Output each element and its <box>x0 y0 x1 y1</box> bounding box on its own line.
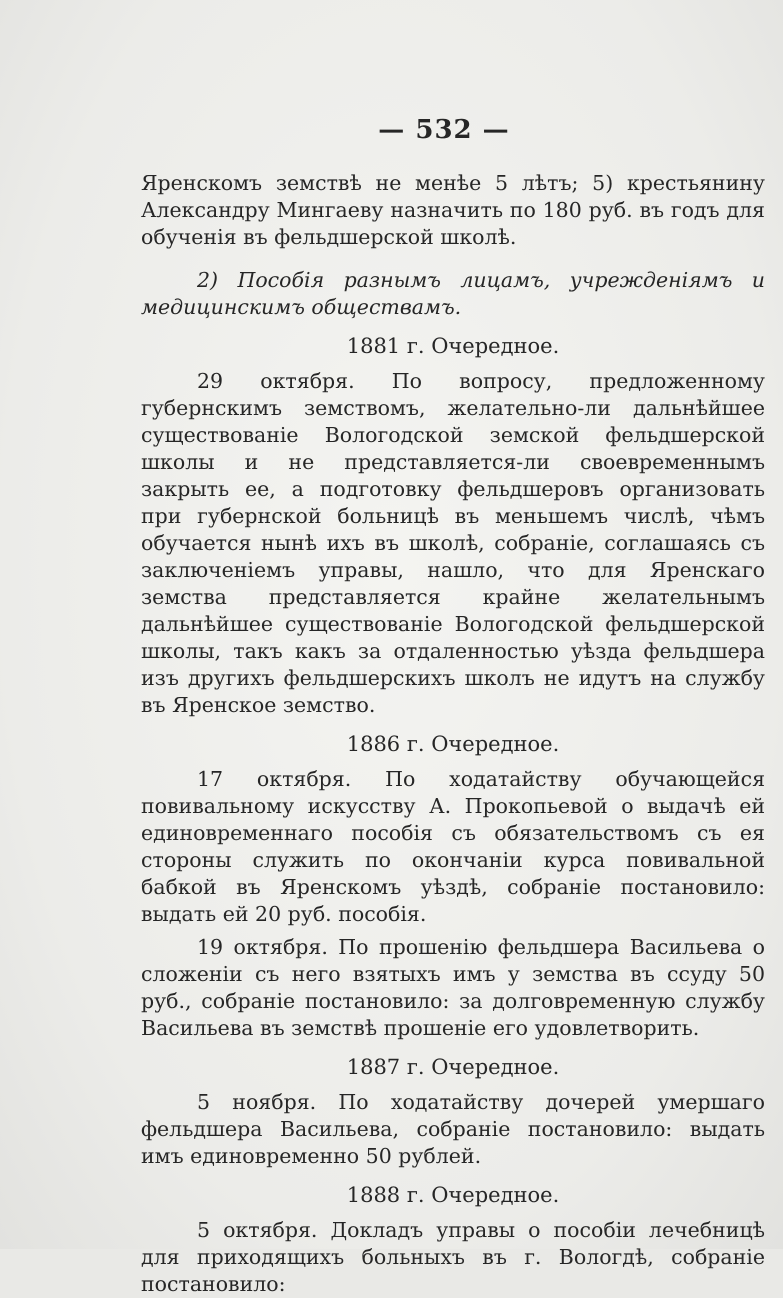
page-number: — 532 — <box>378 115 510 145</box>
entry-paragraph: 17 октября. По ходатайству обучающейся повивальному искусству А. Прокопьевой о выдачѣ ей единовременнаго пособія съ обязательствомъ съ ея стороны служить по окончаніи курса повивальной бабкой въ Яренскомъ уѣздѣ, собраніе постановило: выдать ей 20 руб. пособія. <box>141 767 765 926</box>
entry-1887 <box>141 1054 765 1170</box>
entry-1881 <box>141 333 765 719</box>
year-heading: 1888 г. Очередное. <box>346 1183 560 1207</box>
page-text-block <box>141 112 765 1298</box>
section-heading: 2) Пособія разнымъ лицамъ, учрежденіямъ и медицинскимъ обществамъ. <box>141 268 765 319</box>
year-heading: 1881 г. Очередное. <box>346 334 560 358</box>
year-heading: 1887 г. Очередное. <box>346 1055 560 1079</box>
year-heading: 1886 г. Очередное. <box>346 732 560 756</box>
entry-paragraph: 19 октября. По прошенію фельдшера Васильева о сложеніи съ него взятыхъ имъ у земства въ ссуду 50 руб., собраніе постановило: за долговременную службу Васильева въ земствѣ прошеніе его удовлетворить. <box>141 935 765 1040</box>
entry-1888 <box>141 1182 765 1298</box>
entry-paragraph: 29 октября. По вопросу, предложенному губернскимъ земствомъ, желательно-ли дальнѣйшее существованіе Вологодской земской фельдшерской школы и не представляется-ли своевременнымъ закрыть ее, а подготовку фельдшеровъ организовать при губернской больницѣ въ меньшемъ числѣ, чѣмъ обучается нынѣ ихъ въ школѣ, собраніе, соглашаясь съ заключеніемъ управы, нашло, что для Яренскаго земства представляется крайне желательнымъ дальнѣйшее существованіе Вологодской фельдшерской школы, такъ какъ за отдаленностью уѣзда фельдшера изъ другихъ фельдшерскихъ школъ не идутъ на службу въ Яренское земство. <box>141 369 765 717</box>
entry-paragraph: 5 октября. Докладъ управы о пособіи лечебницѣ для приходящихъ больныхъ въ г. Вологдѣ, собраніе постановило: <box>141 1218 765 1296</box>
entry-1886 <box>141 731 765 1042</box>
entry-paragraph: 5 ноября. По ходатайству дочерей умершаго фельдшера Васильева, собраніе постановило: выдать имъ единовременно 50 рублей. <box>141 1090 765 1168</box>
intro-paragraph: Яренскомъ земствѣ не менѣе 5 лѣтъ; 5) крестьянину Александру Мингаеву назначить по 180 руб. въ годъ для обученія въ фельдшерской школѣ. <box>141 171 765 249</box>
